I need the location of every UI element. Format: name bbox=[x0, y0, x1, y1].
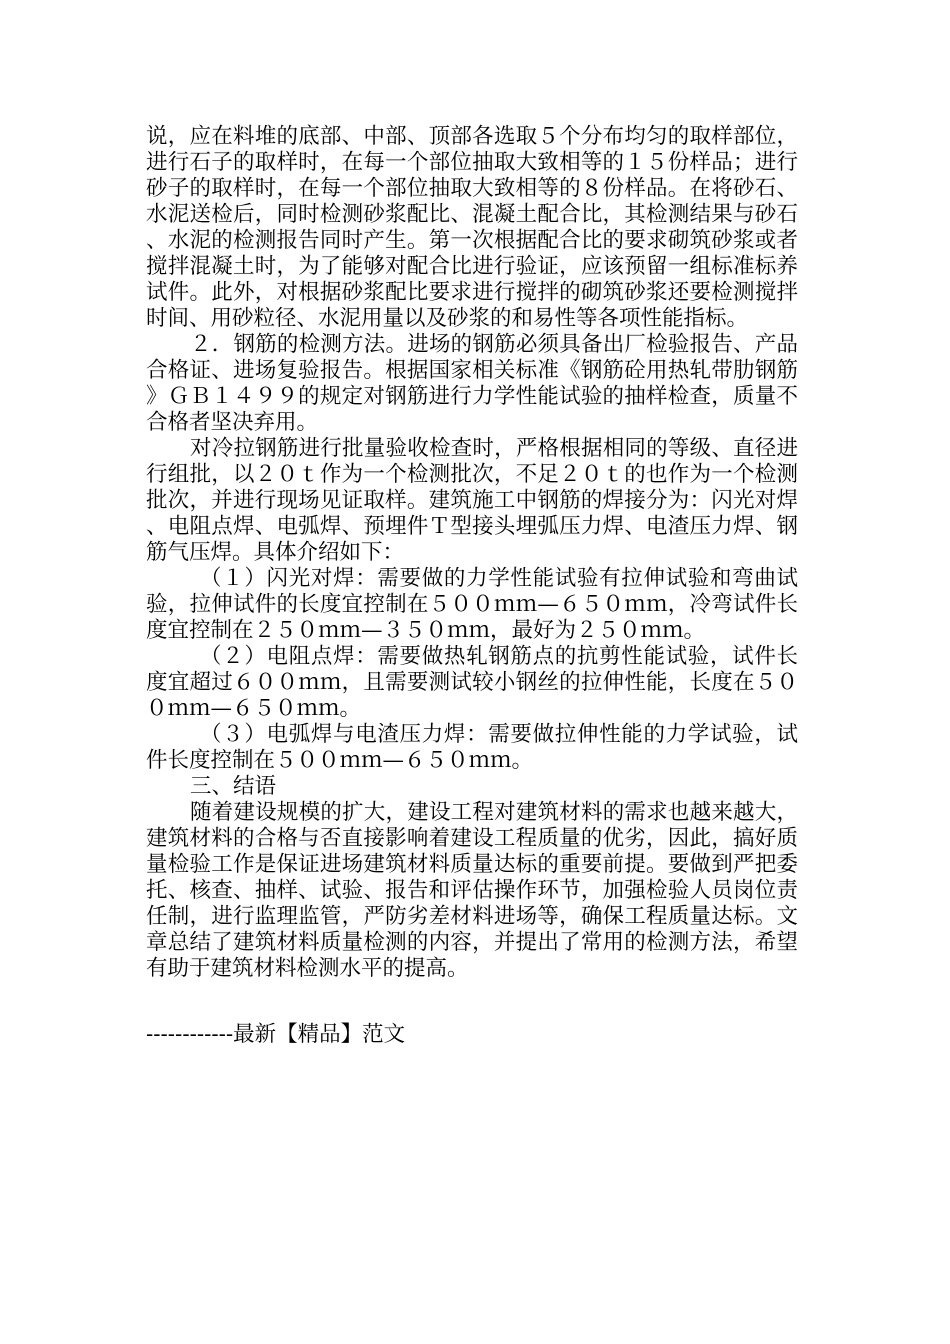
paragraph-rebar-testing-method: ２．钢筋的检测方法。进场的钢筋必须具备出厂检验报告、产品合格证、进场复验报告。根据国家相关标准《钢筋砼用热轧带肋钢筋》ＧＢ１４９９的规定对钢筋进行力学性能试验的抽样检查，质量不合格者坚决弃用。 bbox=[146, 332, 798, 435]
footer-label: ------------最新【精品】范文 bbox=[146, 1022, 406, 1047]
paragraph-arc-electroslag-welding: （３）电弧焊与电渣压力焊：需要做拉伸性能的力学试验，试件长度控制在５００ｍｍ—６５０ｍｍ。 bbox=[146, 722, 798, 773]
document-body bbox=[146, 124, 798, 982]
paragraph-conclusion: 随着建设规模的扩大，建设工程对建筑材料的需求也越来越大，建筑材料的合格与否直接影响着建设工程质量的优劣，因此，搞好质量检验工作是保证进场建筑材料质量达标的重要前提。要做到严把委托、核查、抽样、试验、报告和评估操作环节，加强检验人员岗位责任制，进行监理监管，严防劣差材料进场等，确保工程质量达标。文章总结了建筑材料质量检测的内容，并提出了常用的检测方法，希望有助于建筑材料检测水平的提高。 bbox=[146, 800, 798, 981]
paragraph-sampling-continued: 说，应在料堆的底部、中部、顶部各选取５个分布均匀的取样部位，进行石子的取样时，在每一个部位抽取大致相等的１５份样品；进行砂子的取样时，在每一个部位抽取大致相等的８份样品。在将砂石、水泥送检后，同时检测砂浆配比、混凝土配合比，其检测结果与砂石、水泥的检测报告同时产生。第一次根据配合比的要求砌筑砂浆或者搅拌混凝土时，为了能够对配合比进行验证，应该预留一组标准标养试件。此外，对根据砂浆配比要求进行搅拌的砌筑砂浆还要检测搅拌时间、用砂粒径、水泥用量以及砂浆的和易性等各项性能指标。 bbox=[146, 124, 798, 331]
paragraph-cold-drawn-rebar: 对冷拉钢筋进行批量验收检查时，严格根据相同的等级、直径进行组批，以２０ｔ作为一个检测批次，不足２０ｔ的也作为一个检测批次，并进行现场见证取样。建筑施工中钢筋的焊接分为：闪光对焊、电阻点焊、电弧焊、预埋件Ｔ型接头埋弧压力焊、电渣压力焊、钢筋气压焊。具体介绍如下： bbox=[146, 436, 798, 565]
paragraph-resistance-spot-welding: （２）电阻点焊：需要做热轧钢筋点的抗剪性能试验，试件长度宜超过６００ｍｍ，且需要测试较小钢丝的拉伸性能，长度在５００ｍｍ—６５０ｍｍ。 bbox=[146, 644, 798, 721]
paragraph-flash-butt-welding: （１）闪光对焊：需要做的力学性能试验有拉伸试验和弯曲试验，拉伸试件的长度宜控制在５００ｍｍ—６５０ｍｍ，冷弯试件长度宜控制在２５０ｍｍ—３５０ｍｍ，最好为２５０ｍｍ。 bbox=[146, 566, 798, 643]
section-heading-conclusion: 三、结语 bbox=[190, 774, 277, 799]
